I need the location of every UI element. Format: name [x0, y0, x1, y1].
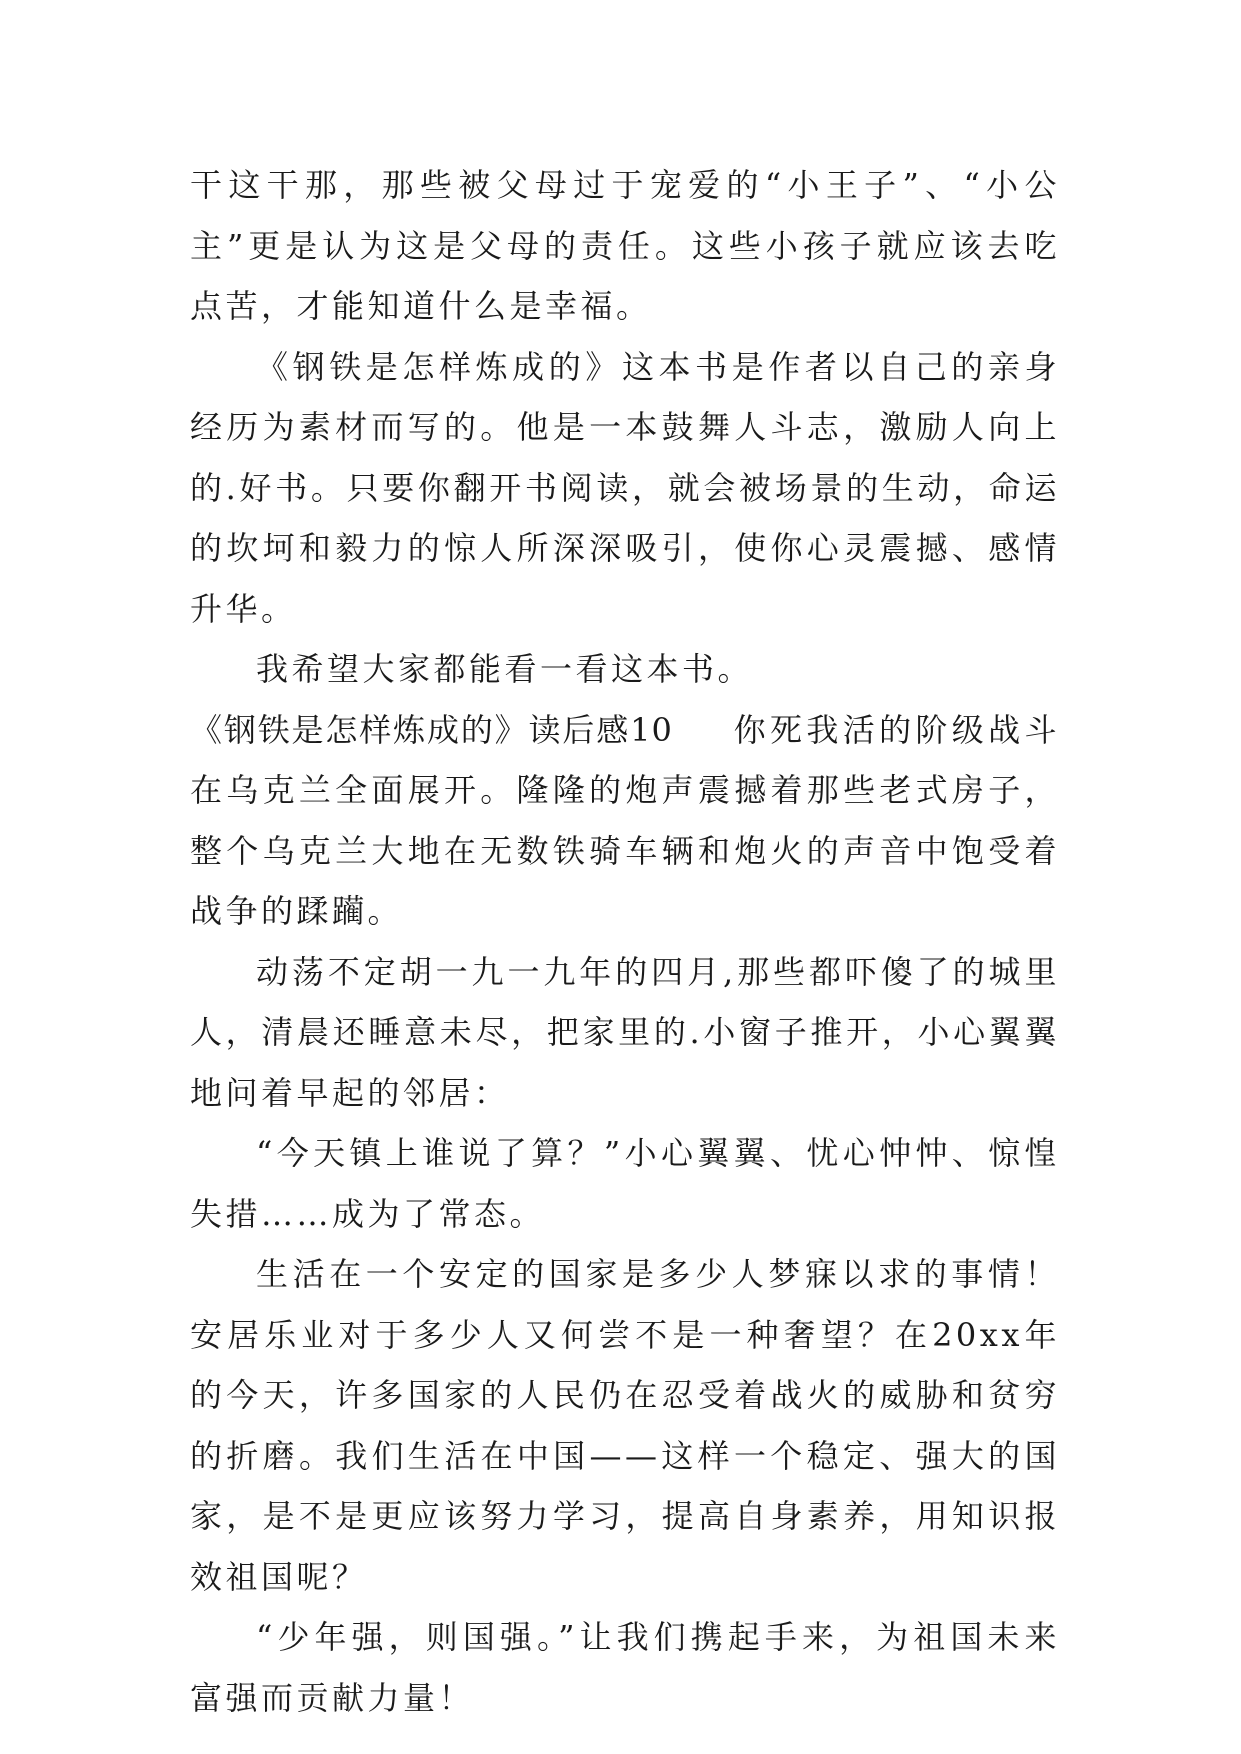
paragraph-quote-town: “今天镇上谁说了算？”小心翼翼、忧心忡忡、惊惶失措……成为了常态。	[190, 1134, 1060, 1233]
section-first-paragraph: 你死我活的阶级战斗在乌克兰全面展开。隆隆的炮声震撼着那些老式房子，整个乌克兰大地在无数铁骑车辆和炮火的声音中饱受着战争的蹂躏。	[190, 710, 1060, 930]
paragraph-book-intro: 《钢铁是怎样炼成的》这本书是作者以自己的亲身经历为素材而写的。他是一本鼓舞人斗志，激励人向上的.好书。只要你翻开书阅读，就会被场景的生动，命运的坎坷和毅力的惊人所深深吸引，使你心灵震撼、感情升华。	[190, 347, 1060, 628]
section-title: 《钢铁是怎样炼成的》读后感10	[190, 710, 673, 749]
paragraph-stable-country: 生活在一个安定的国家是多少人梦寐以求的事情！安居乐业对于多少人又何尝不是一种奢望？在20xx年的今天，许多国家的人民仍在忍受着战火的威胁和贫穷的折磨。我们生活在中国——这样一个稳定、强大的国家，是不是更应该努力学习，提高自身素养，用知识报效祖国呢？	[190, 1255, 1060, 1596]
document-body	[190, 155, 1060, 1728]
paragraph-closing: “少年强，则国强。”让我们携起手来，为祖国未来富强而贡献力量！	[190, 1618, 1060, 1717]
paragraph-april-1919: 动荡不定胡一九一九年的四月,那些都吓傻了的城里人，清晨还睡意未尽，把家里的.小窗子推开，小心翼翼地问着早起的邻居：	[190, 952, 1060, 1112]
section-start	[190, 700, 1060, 942]
paragraph-continuation: 干这干那，那些被父母过于宠爱的“小王子”、“小公主”更是认为这是父母的责任。这些小孩子就应该去吃点苦，才能知道什么是幸福。	[190, 166, 1060, 325]
paragraph-recommendation: 我希望大家都能看一看这本书。	[256, 650, 754, 688]
